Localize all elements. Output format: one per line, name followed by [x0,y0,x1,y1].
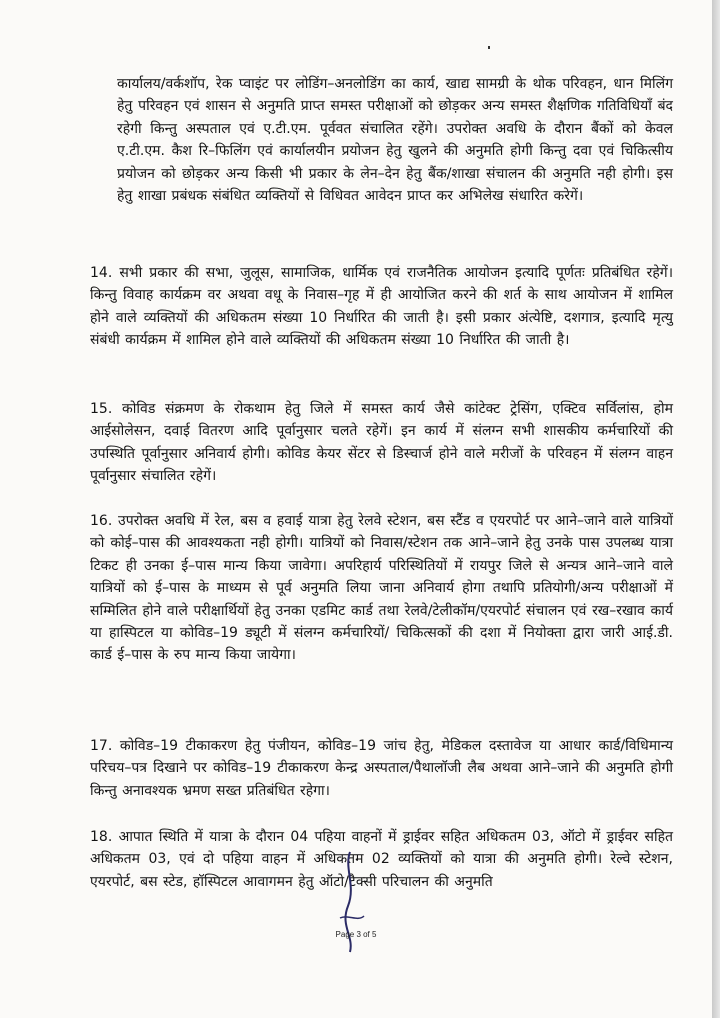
item-number: 15. [90,401,113,417]
item-text: कोविड संक्रमण के रोकथाम हेतु जिले में समस्त कार्य जैसे कांटेक्ट ट्रेसिंग, एक्टिव सर्विलांस, होम आईसोलेसन, दवाई वितरण आदि पूर्वानुसार चलते रहेगें। इन कार्य में संलग्न सभी शासकीय कर्मचारियों की उपस्थिति पूर्वानुसार अनिवार्य होगी। कोविड केयर सेंटर से डिस्चार्ज होने वाले मरीजों के परिवहन में संलग्न वाहन पूर्वानुसार संचालित रहेगें। [90,401,673,485]
item-number: 18. [90,829,113,845]
page-edge [712,0,720,1018]
list-item-17 [90,735,673,802]
item-number: 17. [90,738,113,754]
list-item-15 [90,398,673,488]
list-item-16 [90,510,673,667]
item-text: आपात स्थिति में यात्रा के दौरान 04 पहिया वाहनों में ड्राईवर सहित अधिकतम 03, ऑटो में ड्राईवर सहित अधिकतम 03, एवं दो पहिया वाहन में अधिकतम 02 व्यक्तियों को यात्रा की अनुमति होगी। रेल्वे स्टेशन, एयरपोर्ट, बस स्टेड, हॉस्पिटल आवागमन हेतु ऑटो/टैक्सी परिचालन की अनुमति [90,829,674,890]
continued-paragraph: कार्यालय/वर्कशॉप, रेक प्वाइंट पर लोडिंग–अनलोडिंग का कार्य, खाद्य सामग्री के थोक परिवहन, धान मिलिंग हेतु परिवहन एवं शासन से अनुमति प्राप्त समस्त परीक्षाओं को छोड़कर अन्य समस्त शैक्षणिक गतिविधियाँ बंद रहेगी किन्तु अस्पताल एवं ए.टी.एम. पूर्ववत संचालित रहेंगे। उपरोक्त अवधि के दौरान बैंकों को केवल ए.टी.एम. कैश रि–फिलिंग एवं कार्यालयीन प्रयोजन हेतु खुलने की अनुमति होगी किन्तु दवा एवं चिकित्सीय प्रयोजन को छोड़कर अन्य किसी भी प्रकार के लेन–देन हेतु बैंक/शाखा संचालन की अनुमति नही होगी। इस हेतु शाखा प्रबंधक संबंधित व्यक्तियों से विधिवत आवेदन प्राप्त कर अभिलेख संधारित करेगें। [117,76,673,205]
item-text: कोविड–19 टीकाकरण हेतु पंजीयन, कोविड–19 जांच हेतु, मेडिकल दस्तावेज या आधार कार्ड/विधिमान्य परिचय–पत्र दिखाने पर कोविड–19 टीकाकरण केन्द्र अस्पताल/पैथालॉजी लैब अथवा आने–जाने की अनुमति होगी किन्तु अनावश्यक भ्रमण सख्त प्रतिबंधित रहेगा। [90,738,674,799]
item-number: 16. [90,513,113,529]
page-footer: Page 3 of 5 [335,930,377,939]
signature-mark [330,848,370,958]
item-text: उपरोक्त अवधि में रेल, बस व हवाई यात्रा हेतु रेलवे स्टेशन, बस स्टैंड व एयरपोर्ट पर आने–जाने वाले यात्रियों को कोई–पास की आवश्यकता नही होगी। यात्रियों को निवास/स्टेशन तक आने–जाने हेतु उनके पास उपलब्ध यात्रा टिकट ही उनका ई–पास मान्य किया जावेगा। अपरिहार्य परिस्थितियों में रायपुर जिले से अन्यत्र आने–जाने वाले यात्रियों को ई–पास के माध्यम से पूर्व अनुमति लिया जाना अनिवार्य होगा तथापि प्रतियोगी/अन्य परीक्षाओं में सम्मिलित होने वाले परीक्षार्थियों हेतु उनका एडमिट कार्ड तथा रेलवे/टेलीकॉम/एयरपोर्ट संचालन एवं रख–रखाव कार्य या हास्पिटल या कोविड–19 ड्यूटी में संलग्न कर्मचारियों/ चिकित्सकों की दशा में नियोक्ता द्वारा जारी आई.डी. कार्ड ई–पास के रुप मान्य किया जायेगा। [90,513,674,664]
list-item-18 [90,826,673,893]
ink-mark [488,46,490,49]
item-text: सभी प्रकार की सभा, जुलूस, सामाजिक, धार्मिक एवं राजनैतिक आयोजन इत्यादि पूर्णतः प्रतिबंधित रहेगें। किन्तु विवाह कार्यक्रम वर अथवा वधू के निवास–गृह में ही आयोजित करने की शर्त के साथ आयोजन में शामिल होने वाले व्यक्तियों की अधिकतम संख्या 10 निर्धारित की जाती है। इसी प्रकार अंत्येष्टि, दशगात्र, इत्यादि मृत्यु संबंधी कार्यक्रम में शामिल होने वाले व्यक्तियों की अधिकतम संख्या 10 निर्धारित की जाती है। [90,265,673,349]
item-number: 14. [90,265,113,281]
list-item-14 [90,262,673,352]
